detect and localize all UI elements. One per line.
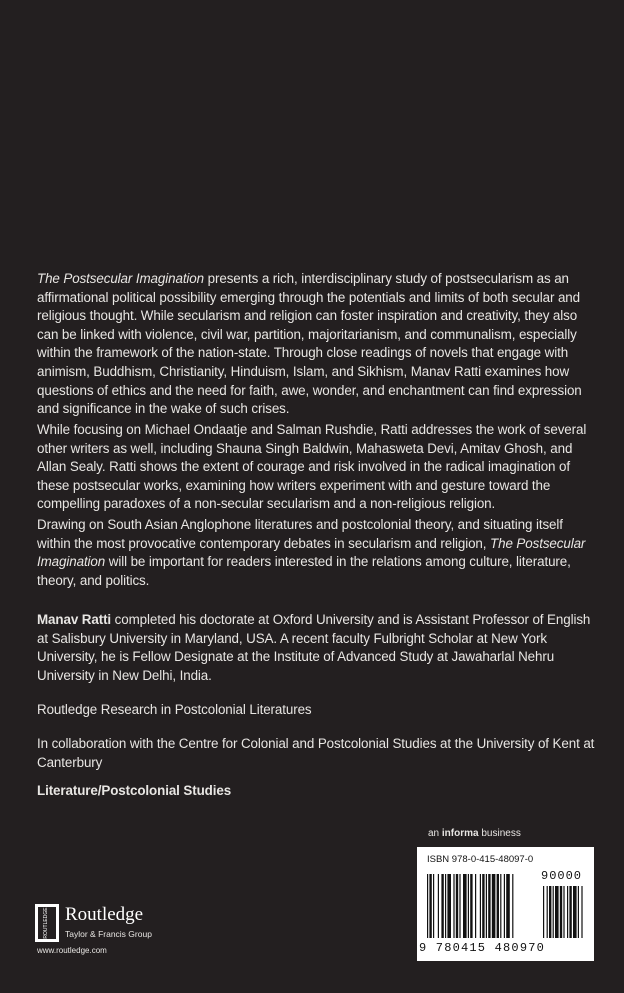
informa-brand: informa: [441, 828, 479, 839]
addon-bar: [555, 886, 559, 938]
subject-category: Literature/Postcolonial Studies: [37, 783, 232, 798]
isbn-label: ISBN 978-0-415-48097-0: [427, 854, 534, 865]
barcode-bar: [445, 874, 446, 938]
barcode-bar: [447, 874, 451, 938]
barcode-bar: [512, 874, 513, 938]
addon-bar: [560, 886, 562, 938]
barcode-bar: [506, 874, 510, 938]
barcode-bar: [500, 874, 501, 938]
addon-bar: [543, 886, 544, 938]
publisher-url: www.routledge.com: [37, 946, 107, 955]
barcode-bar: [480, 874, 481, 938]
barcode-bars: [427, 874, 587, 942]
ean-digits: 9 780415 480970: [419, 941, 546, 955]
barcode-bar: [456, 874, 458, 938]
barcode-bar: [482, 874, 484, 938]
addon-bar: [553, 886, 554, 938]
blurb-text: presents a rich, interdisciplinary study of postsecularism as an affirmational political possibility emerging through the potentials and limits of both secular and religious thought. While secularism and religion can foster inspiration and creativity, they also can be linked with violence, civil war, partition, majoritarianism, and communalism, especially within the framework of the nation-state. Through close readings of novels that engage with animism, Buddhism, Christianity, Hinduism, Islam, and Sikhism, Manav Ratti examines how questions of ethics and the need for faith, awe, wonder, and enchantment can find expression and significance in the wake of such crises.: [37, 271, 582, 417]
collaboration-note: In collaboration with the Centre for Colonial and Postcolonial Studies at the University of Kent at Canterbury: [37, 736, 595, 770]
blurb-text: will be important for readers interested in the relations among culture, literature, theory, and politics.: [37, 554, 571, 588]
blurb-text: While focusing on Michael Ondaatje and Salman Rushdie, Ratti addresses the work of several other writers as well, including Shauna Singh Baldwin, Mahasweta Devi, Amitav Ghosh, and Allan Sealy. Ratti shows the extent of courage and risk involved in the radical imagination of these postsecular works, examining how writers experiment with and gesture toward the compelling paradoxes of a non-secular secularism and a non-religious religion.: [37, 422, 587, 512]
barcode-bar: [488, 874, 490, 938]
author-name: Manav Ratti: [37, 612, 112, 627]
informa-tagline: an informa business: [428, 828, 521, 839]
routledge-mark-icon: [35, 904, 59, 942]
series-name: Routledge Research in Postcolonial Literatures: [37, 702, 312, 717]
barcode-bar: [463, 874, 467, 938]
barcode-bar: [429, 874, 431, 938]
barcode-bar: [468, 874, 469, 938]
barcode-bar: [438, 874, 439, 938]
publisher-name: Routledge: [65, 904, 144, 925]
barcode-bar: [475, 874, 476, 938]
book-title: The Postsecular Imagination: [37, 535, 586, 570]
barcode-bar: [441, 874, 443, 938]
barcode-bar: [486, 874, 487, 938]
publisher-logo: [35, 904, 185, 964]
barcode-bar: [427, 874, 428, 938]
barcode-bar: [497, 874, 499, 938]
barcode-bar: [453, 874, 454, 938]
addon-bar: [563, 886, 564, 938]
author-bio: [37, 611, 597, 685]
book-title: The Postsecular Imagination: [37, 271, 205, 286]
publisher-group: Taylor & Francis Group: [65, 929, 152, 939]
barcode-bar: [504, 874, 505, 938]
blurb-text: Drawing on South Asian Anglophone literatures and postcolonial theory, and situating itself within the most provocative contemporary debates in secularism and religion,: [37, 517, 563, 551]
addon-bar: [547, 886, 548, 938]
barcode-bar: [470, 874, 472, 938]
isbn-barcode: [417, 847, 594, 961]
author-bio-text: completed his doctorate at Oxford University and is Assistant Professor of English at Salisbury University in Maryland, USA. A recent faculty Fulbright Scholar at New York University, he is Fellow Designate at the Institute of Advanced Study at Jawaharlal Nehru University in New Delhi, India.: [37, 612, 591, 683]
addon-bar: [569, 886, 571, 938]
addon-bar: [578, 886, 579, 938]
price-code: 90000: [541, 869, 583, 883]
addon-bar: [549, 886, 551, 938]
blurb-paragraph-2: [37, 421, 597, 514]
addon-bar: [581, 886, 582, 938]
svg-text:ROUTLEDGE: ROUTLEDGE: [43, 907, 49, 939]
barcode-bar: [433, 874, 434, 938]
barcode-bar: [492, 874, 496, 938]
blurb-paragraph-3: [37, 516, 597, 590]
blurb-paragraph-1: [37, 270, 597, 419]
addon-bar: [567, 886, 568, 938]
addon-bar: [573, 886, 577, 938]
barcode-bar: [459, 874, 460, 938]
